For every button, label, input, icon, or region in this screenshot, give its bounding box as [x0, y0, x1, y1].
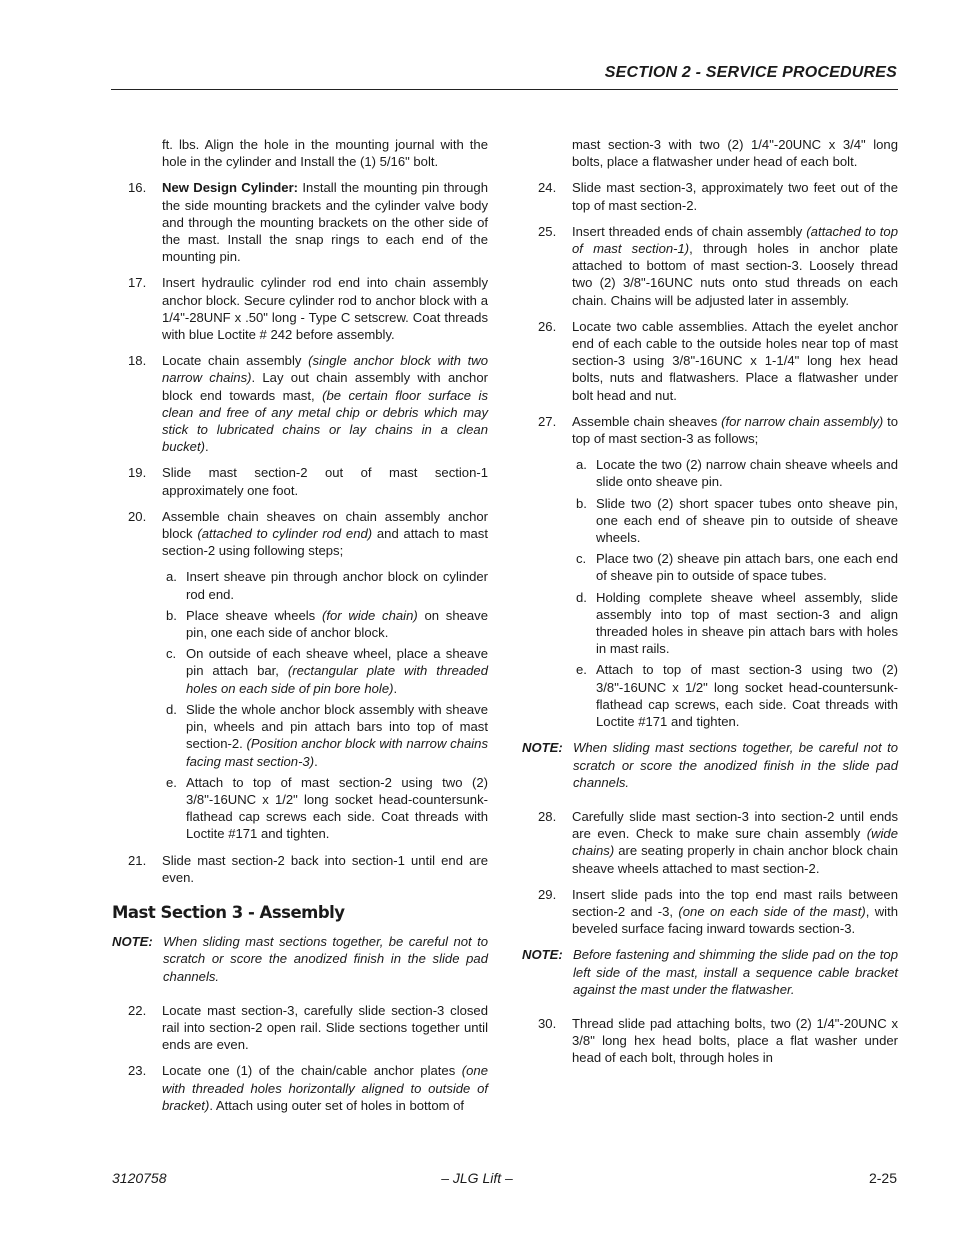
step-number: 28. [538, 808, 557, 824]
step-number: 23. [128, 1063, 147, 1079]
step-number: 24. [538, 180, 557, 196]
step-27-substeps [522, 456, 898, 730]
note-label: NOTE: [522, 740, 563, 756]
step-23: 23. Locate one (1) of the chain/cable anchor plates (one with threaded holes horizontally aligned to outside of bracket). Attach using outer set of holes in bottom of [128, 1063, 488, 1113]
step-17: 17. Insert hydraulic cylinder rod end into chain assembly anchor block. Secure cylinder rod to anchor block with a 1/4"-28UNF x .50" long - Type C setscrew. Coat threads with blue Loctite # 242 before assembly. [128, 275, 488, 343]
step-20: 20. Assemble chain sheaves on chain assembly anchor block (attached to cylinder rod end) and attach to mast section-2 using following steps; [128, 508, 488, 559]
substep-a: a. Insert sheave pin through anchor block on cylinder rod end. [166, 569, 488, 602]
step-number: 30. [538, 1015, 557, 1031]
step-26: 26. Locate two cable assemblies. Attach the eyelet anchor end of each cable to the outside holes near top of mast section-3 using 3/8"-16UNC x 1-1/4" long hex head bolts, nuts and flatwashers. Place a flatwasher under bolt head and nut. [538, 318, 898, 403]
step-bold-label: New Design Cylinder: [162, 180, 299, 196]
step-30: 30. Thread slide pad attaching bolts, two (2) 1/4"-20UNC x 3/8" long hex head bolts, place a flat washer under head of each bolt, through holes in [538, 1015, 898, 1066]
header-divider [111, 89, 898, 90]
step-19: 19. Slide mast section-2 out of mast section-1 approximately one foot. [128, 465, 488, 498]
substep-b: b. Slide two (2) short spacer tubes onto sheave pin, one each end of sheave pin to outside of sheave wheels. [576, 495, 898, 546]
continued-paragraph: mast section-3 with two (2) 1/4"-20UNC x 3/4" long bolts, place a flatwasher under head of each bolt. [572, 137, 898, 170]
substep-d: d. Holding complete sheave wheel assembly, slide assembly into top of mast section-3 and align threaded holes in sheave pin attach bars with holes in mast rails. [576, 589, 898, 657]
step-16: 16. New Design Cylinder: Install the mounting pin through the side mounting brackets and the cylinder valve body and through the mounting brackets on the other side of the mast. Install the snap rings to each end of the mounting pin. [128, 180, 488, 265]
footer-page-number: 2-25 [868, 1170, 897, 1186]
note-label: NOTE: [522, 947, 563, 963]
step-number: 16. [128, 180, 147, 196]
step-number: 18. [128, 353, 147, 369]
step-number: 25. [538, 223, 557, 239]
substep-e: e. Attach to top of mast section-2 using two (2) 3/8"-16UNC x 1/2" long socket head-countersunk-flathead cap screws each side. Coat threads with Loctite #171 and tighten. [166, 774, 488, 842]
substep-a: a. Locate the two (2) narrow chain sheave wheels and slide onto sheave pin. [576, 457, 898, 490]
substep-d: d. Slide the whole anchor block assembly with sheave pin, wheels and pin attach bars into top of mast section-2. (Position anchor block with narrow chains facing mast section-3). [166, 701, 488, 769]
step-27: 27. Assemble chain sheaves (for narrow chain assembly) to top of mast section-3 as follows; [538, 413, 898, 447]
step-22: 22. Locate mast section-3, carefully slide section-3 closed rail into section-2 open rail. Slide sections together until ends are even. [128, 1002, 488, 1053]
footer-publisher: – JLG Lift – [441, 1170, 513, 1186]
section-header-title: SECTION 2 - SERVICE PROCEDURES [604, 64, 897, 81]
step-number: 22. [128, 1002, 147, 1018]
step-25: 25. Insert threaded ends of chain assembly (attached to top of mast section-1), through holes in anchor plate attached to bottom of mast section-3. Loosely thread two (2) 3/8"-16UNC nuts onto stud threads on each chain. Chains will be adjusted later in assembly. [538, 223, 898, 308]
step-number: 21. [128, 852, 147, 868]
step-18: 18. Locate chain assembly (single anchor block with two narrow chains). Lay out chain assembly with anchor block end towards mast, (be certain floor surface is clean and free of any metal chip or debris which may stick to lubricated chains or lay chains in a clean bucket). [128, 353, 488, 455]
step-number: 20. [128, 508, 147, 524]
step-21: 21. Slide mast section-2 back into section-1 until end are even. [128, 852, 488, 885]
step-20-substeps [112, 568, 488, 842]
substep-c: c. Place two (2) sheave pin attach bars, one each end of sheave pin to outside of space tubes. [576, 551, 898, 584]
note: NOTE: When sliding mast sections together, be careful not to scratch or score the anodized finish in the slide pad channels. [522, 740, 898, 790]
substep-e: e. Attach to top of mast section-3 using two (2) 3/8"-16UNC x 1/2" long socket head-countersunk-flathead cap screws, each side. Coat threads with Loctite #171 and tighten. [576, 662, 898, 730]
step-number: 19. [128, 465, 147, 481]
left-column [112, 136, 488, 1123]
note: NOTE: When sliding mast sections together, be careful not to scratch or score the anodized finish in the slide pad channels. [112, 934, 488, 984]
step-24: 24. Slide mast section-3, approximately two feet out of the top of mast section-2. [538, 180, 898, 213]
note-label: NOTE: [112, 934, 153, 950]
section-heading: Mast Section 3 - Assembly [112, 902, 345, 922]
step-number: 17. [128, 275, 147, 291]
step-number: 26. [538, 318, 557, 334]
note: NOTE: Before fastening and shimming the slide pad on the top left side of the mast, install a sequence cable bracket against the mast under the flatwasher. [522, 947, 898, 997]
substep-c: c. On outside of each sheave wheel, place a sheave pin attach bar, (rectangular plate with threaded holes on each side of pin bore hole). [166, 646, 488, 696]
step-number: 27. [538, 413, 557, 429]
right-column [522, 136, 898, 1076]
step-number: 29. [538, 886, 557, 902]
step-28: 28. Carefully slide mast section-3 into section-2 until ends are even. Check to make sure chain assembly (wide chains) are seating properly in chain anchor block chain sheave wheels attached to mast section-2. [538, 808, 898, 876]
footer-document-number: 3120758 [112, 1170, 167, 1186]
step-29: 29. Insert slide pads into the top end mast rails between section-2 and -3, (one on each side of the mast), with beveled surface facing inward towards section-3. [538, 886, 899, 937]
continued-paragraph: ft. lbs. Align the hole in the mounting journal with the hole in the cylinder and Install the (1) 5/16" bolt. [162, 137, 488, 170]
substep-b: b. Place sheave wheels (for wide chain) on sheave pin, one each side of anchor block. [166, 607, 488, 641]
